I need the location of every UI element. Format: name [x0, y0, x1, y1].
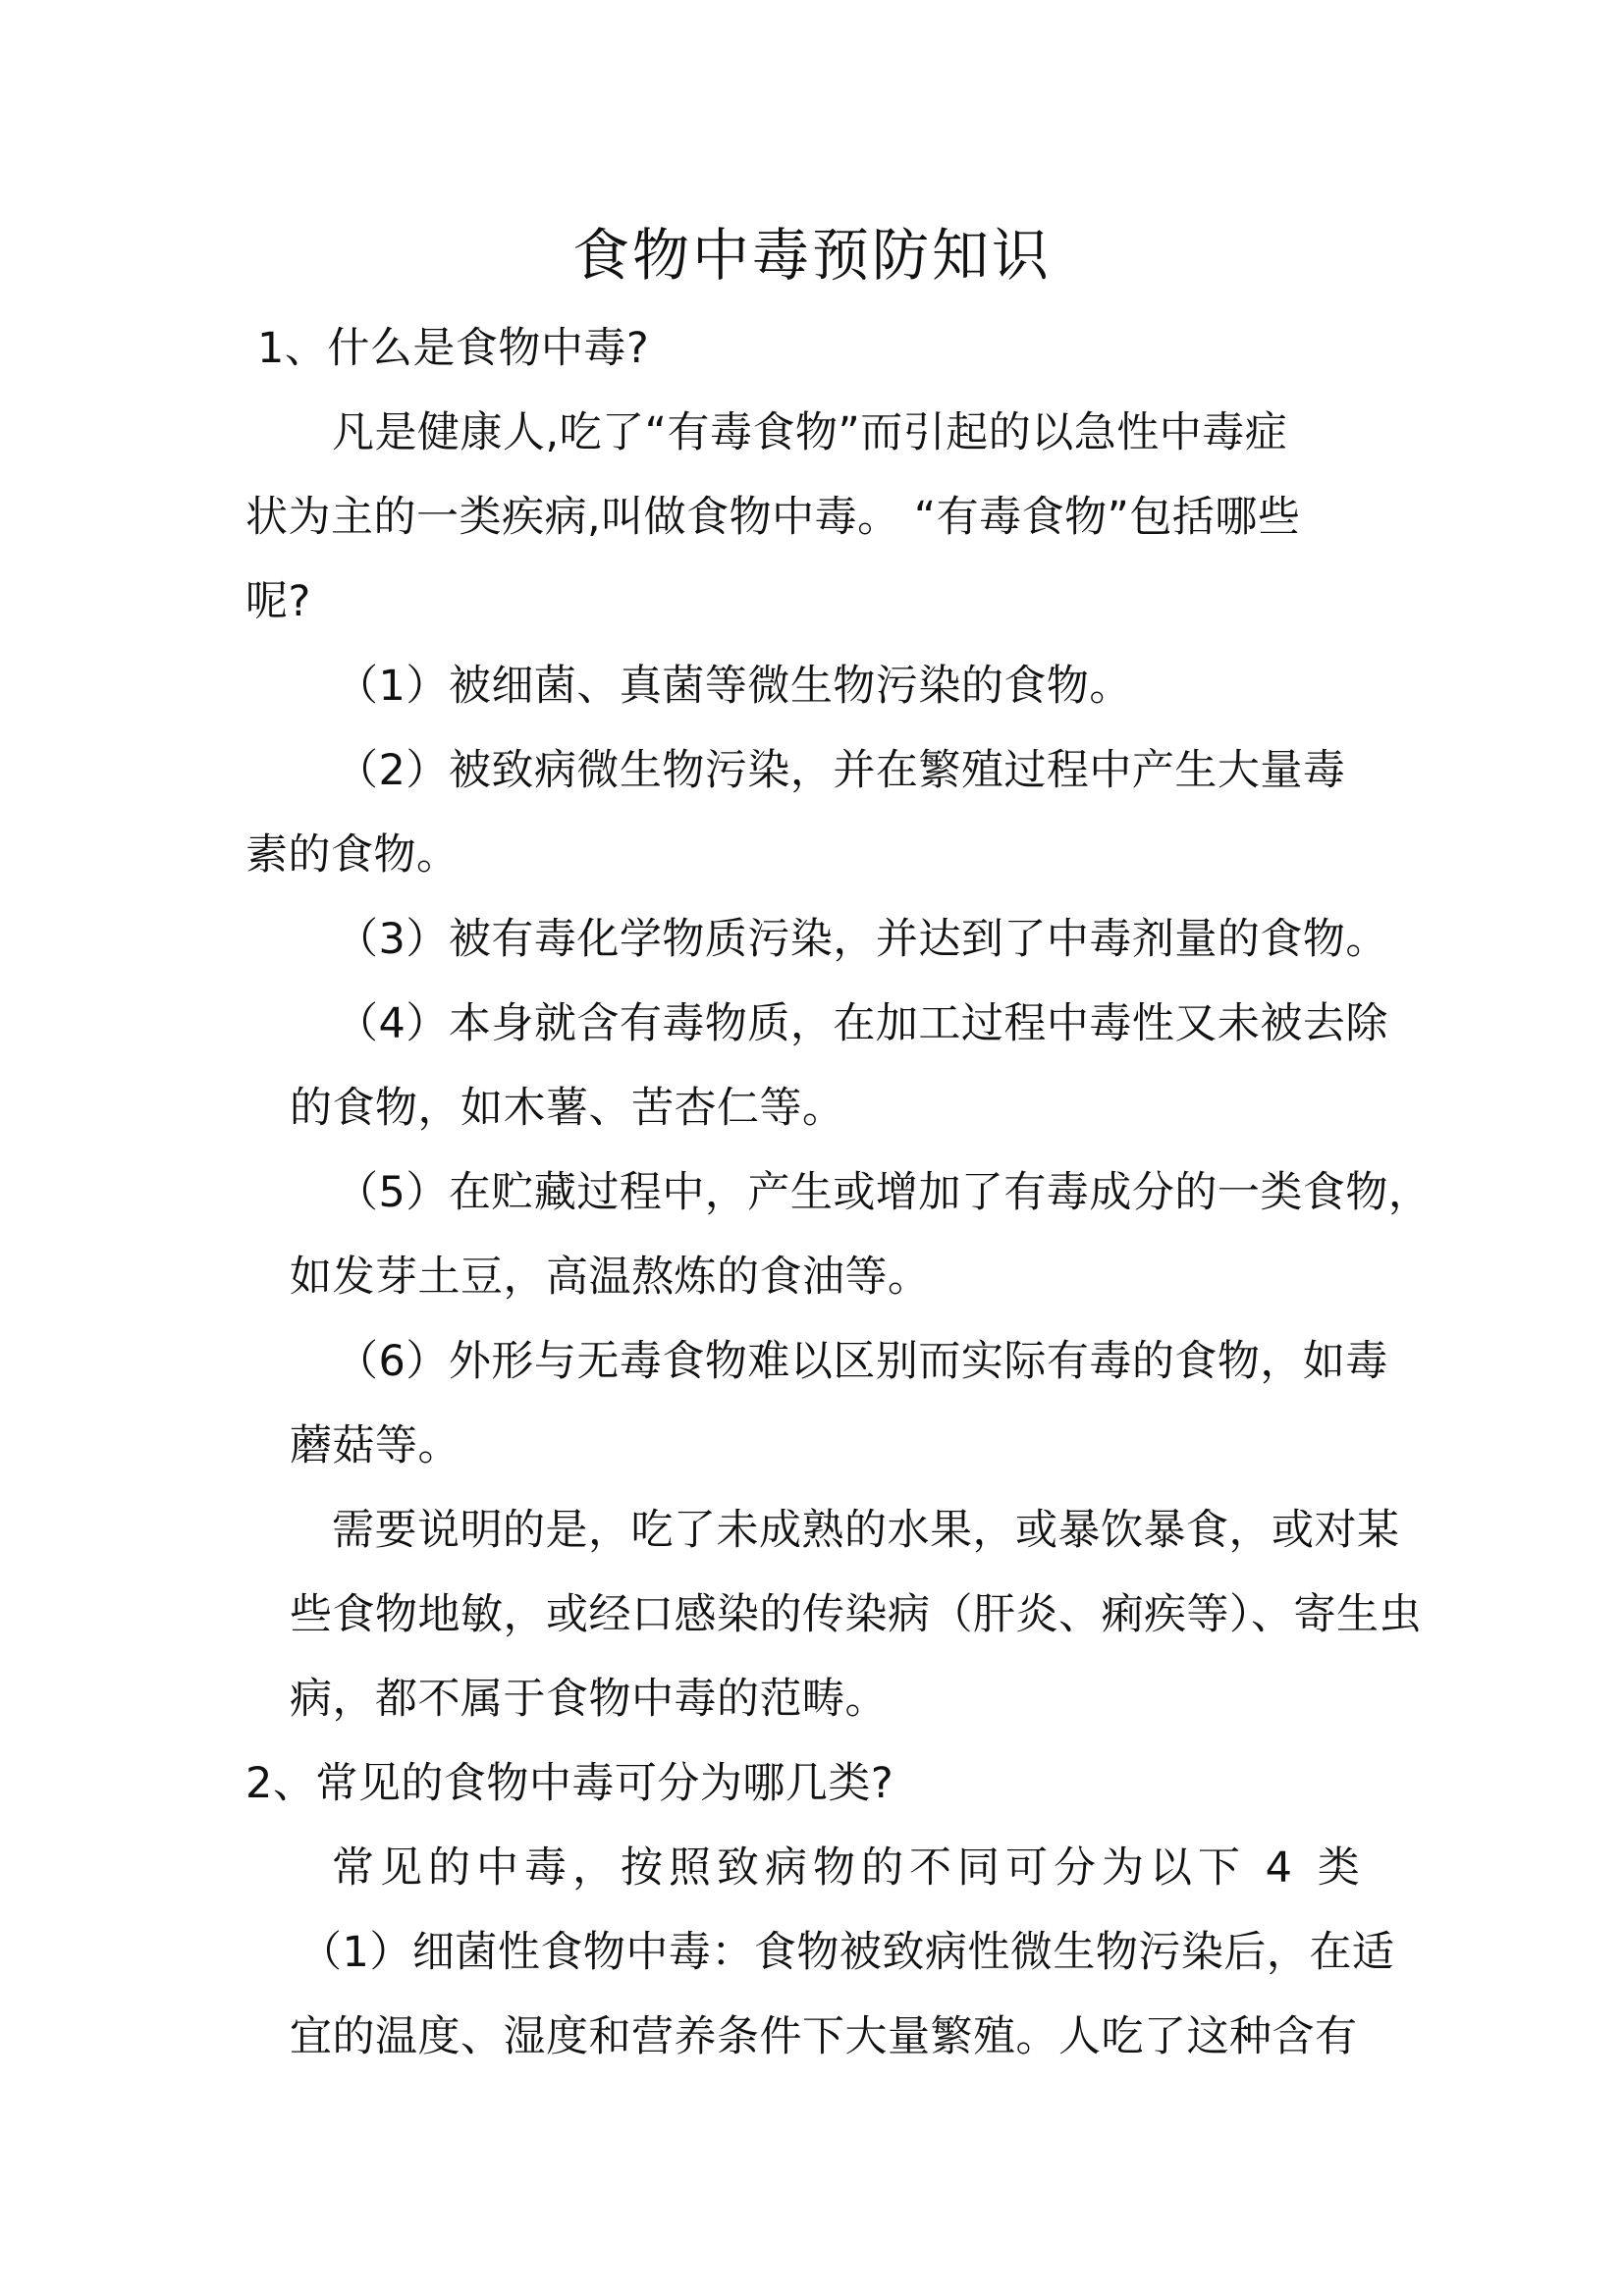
paragraph-line: 常见的中毒，按照致病物的不同可分为以下 4 类	[332, 1843, 1366, 1893]
list-item: （2）被致病微生物污染，并在繁殖过程中产生大量毒	[336, 746, 1346, 795]
list-item: 宜的温度、湿度和营养条件下大量繁殖。人吃了这种含有	[290, 2012, 1358, 2061]
paragraph-line: 凡是健康人,吃了“有毒食物”而引起的以急性中毒症	[332, 408, 1288, 457]
list-item: 蘑菇等。	[290, 1421, 460, 1470]
question-1-heading: 1、什么是食物中毒?	[257, 324, 650, 373]
list-item: 的食物，如木薯、苦杏仁等。	[290, 1084, 845, 1133]
list-item: 如发芽土豆，高温熬炼的食油等。	[290, 1253, 931, 1302]
paragraph-line: 需要说明的是，吃了未成熟的水果，或暴饮暴食，或对某	[332, 1506, 1400, 1555]
list-item: （4）本身就含有毒物质，在加工过程中毒性又未被去除	[336, 999, 1388, 1048]
list-item: （6）外形与无毒食物难以区别而实际有毒的食物，如毒	[336, 1337, 1388, 1386]
paragraph-line: 病，都不属于食物中毒的范畴。	[290, 1675, 888, 1724]
list-item: （1）细菌性食物中毒：食物被致病性微生物污染后，在适	[299, 1928, 1395, 1977]
list-item: （5）在贮藏过程中，产生或增加了有毒成分的一类食物，	[336, 1168, 1432, 1217]
paragraph-line: 状为主的一类疾病,叫做食物中毒。 “有毒食物”包括哪些	[245, 493, 1301, 542]
paragraph-line: 呢?	[245, 577, 311, 626]
question-2-heading: 2、常见的食物中毒可分为哪几类?	[245, 1759, 894, 1808]
list-item: （3）被有毒化学物质污染，并达到了中毒剂量的食物。	[336, 915, 1388, 964]
document-title: 食物中毒预防知识	[571, 222, 1052, 289]
list-item: （1）被细菌、真菌等微生物污染的食物。	[336, 662, 1132, 711]
paragraph-line: 些食物地敏，或经口感染的传染病（肝炎、痢疾等）、寄生虫	[290, 1590, 1422, 1639]
list-item: 素的食物。	[245, 830, 460, 880]
